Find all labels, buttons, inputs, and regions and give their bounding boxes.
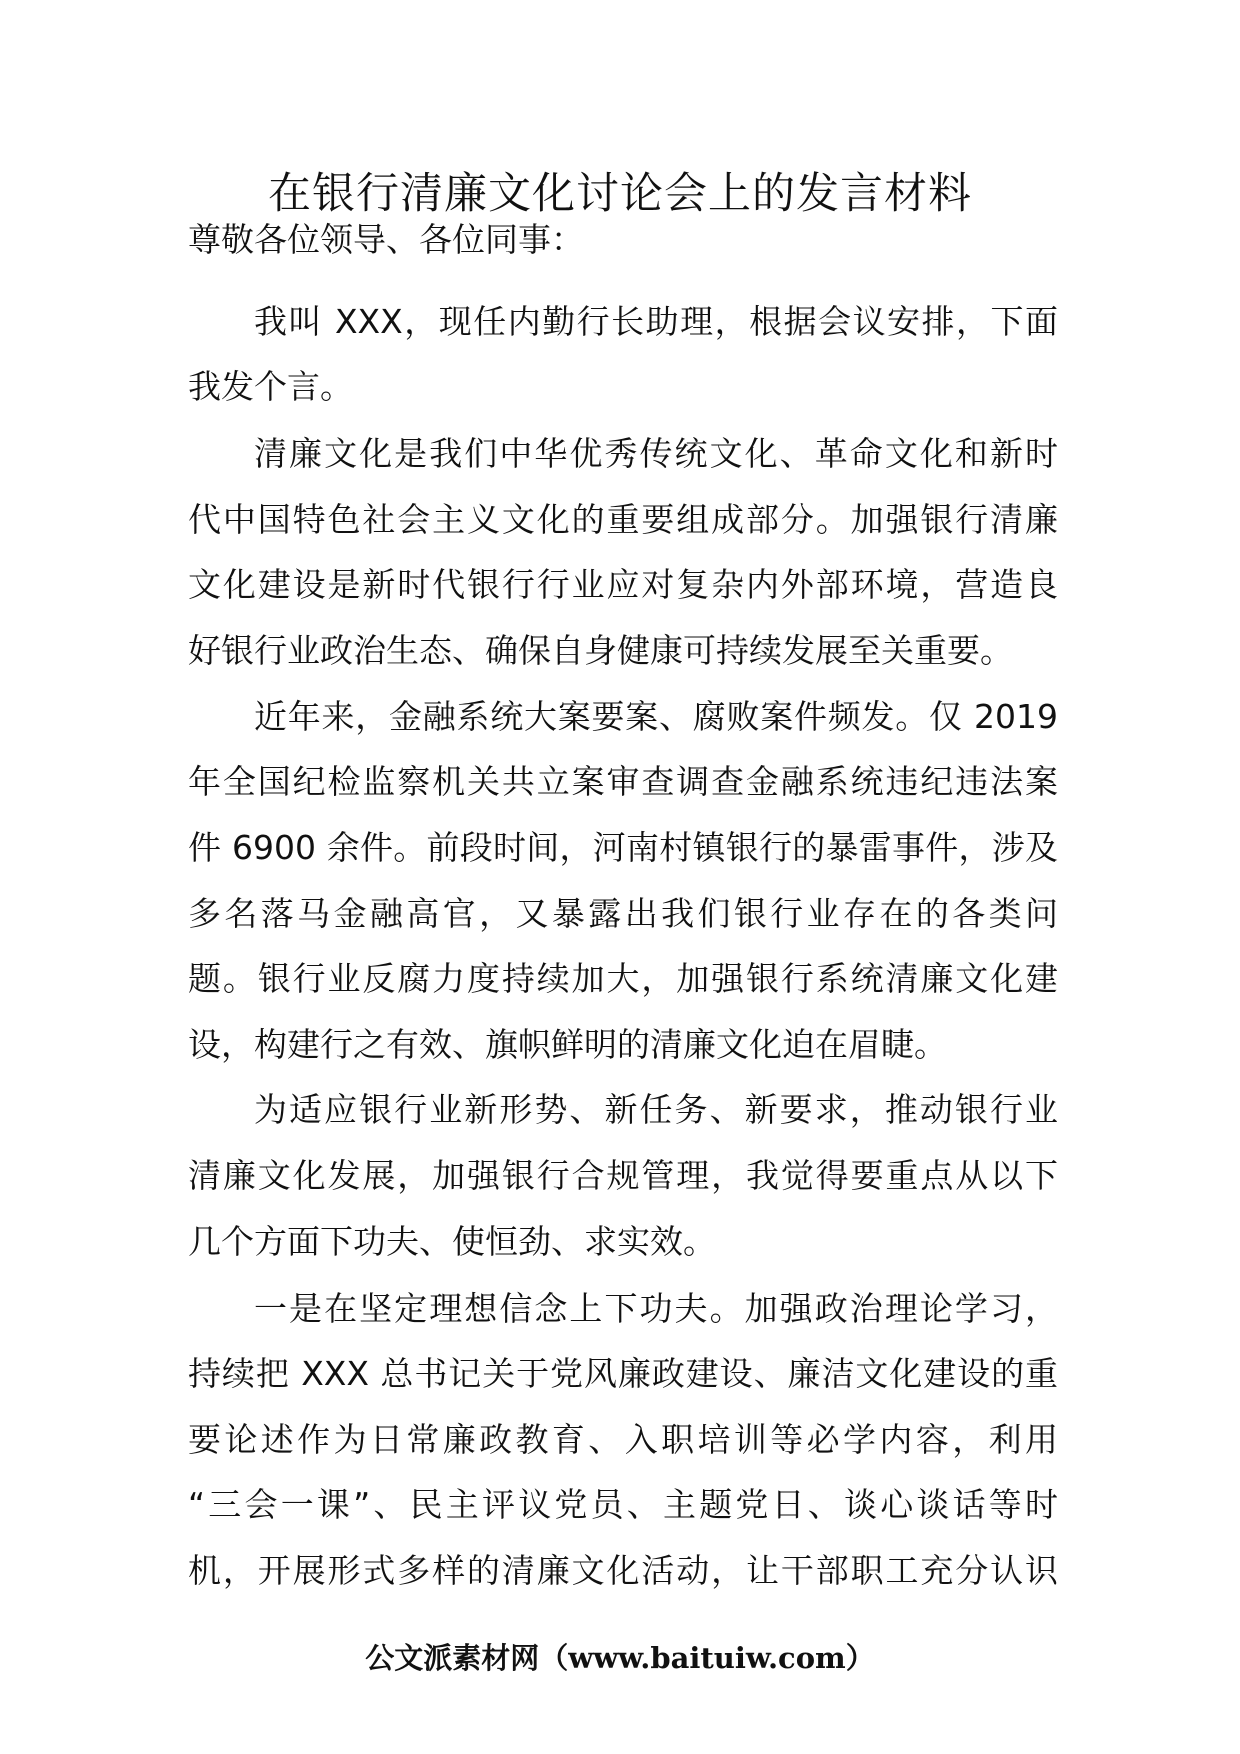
paragraph-2-line-3: 文化建设是新时代银行行业应对复杂内外部环境，营造良 bbox=[188, 565, 1058, 604]
paragraph-4-line-1: 为适应银行业新形势、新任务、新要求，推动银行业 bbox=[254, 1090, 1058, 1129]
paragraph-2-line-4: 好银行业政治生态、确保自身健康可持续发展至关重要。 bbox=[188, 631, 1013, 670]
paragraph-5-line-5: 机，开展形式多样的清廉文化活动，让干部职工充分认识 bbox=[188, 1551, 1058, 1590]
paragraph-4-line-3: 几个方面下功夫、使恒劲、求实效。 bbox=[188, 1222, 716, 1261]
paragraph-4-line-2: 清廉文化发展，加强银行合规管理，我觉得要重点从以下 bbox=[188, 1156, 1058, 1195]
paragraph-2-line-1: 清廉文化是我们中华优秀传统文化、革命文化和新时 bbox=[254, 434, 1058, 473]
paragraph-5-line-2: 持续把 XXX 总书记关于党风廉政建设、廉洁文化建设的重 bbox=[188, 1354, 1058, 1393]
paragraph-1-line-2: 我发个言。 bbox=[188, 367, 353, 406]
paragraph-5-line-1: 一是在坚定理想信念上下功夫。加强政治理论学习， bbox=[254, 1289, 1058, 1328]
salutation: 尊敬各位领导、各位同事： bbox=[188, 220, 584, 259]
paragraph-3-line-1: 近年来，金融系统大案要案、腐败案件频发。仅 2019 bbox=[254, 697, 1058, 736]
paragraph-3-line-2: 年全国纪检监察机关共立案审查调查金融系统违纪违法案 bbox=[188, 762, 1058, 801]
document-title: 在银行清廉文化讨论会上的发言材料 bbox=[268, 169, 972, 219]
paragraph-2-line-2: 代中国特色社会主义文化的重要组成部分。加强银行清廉 bbox=[188, 500, 1058, 539]
paragraph-1-line-1: 我叫 XXX，现任内勤行长助理，根据会议安排，下面 bbox=[254, 302, 1058, 341]
paragraph-3-line-4: 多名落马金融高官，又暴露出我们银行业存在的各类问 bbox=[188, 894, 1058, 933]
footer-watermark: 公文派素材网（www.baituiw.com） bbox=[365, 1641, 875, 1675]
paragraph-3-line-6: 设，构建行之有效、旗帜鲜明的清廉文化迫在眉睫。 bbox=[188, 1025, 947, 1064]
paragraph-3-line-5: 题。银行业反腐力度持续加大，加强银行系统清廉文化建 bbox=[188, 959, 1058, 998]
paragraph-3-line-3: 件 6900 余件。前段时间，河南村镇银行的暴雷事件，涉及 bbox=[188, 828, 1058, 867]
paragraph-5-line-4: “三会一课”、民主评议党员、主题党日、谈心谈话等时 bbox=[188, 1485, 1058, 1524]
paragraph-5-line-3: 要论述作为日常廉政教育、入职培训等必学内容，利用 bbox=[188, 1420, 1058, 1459]
